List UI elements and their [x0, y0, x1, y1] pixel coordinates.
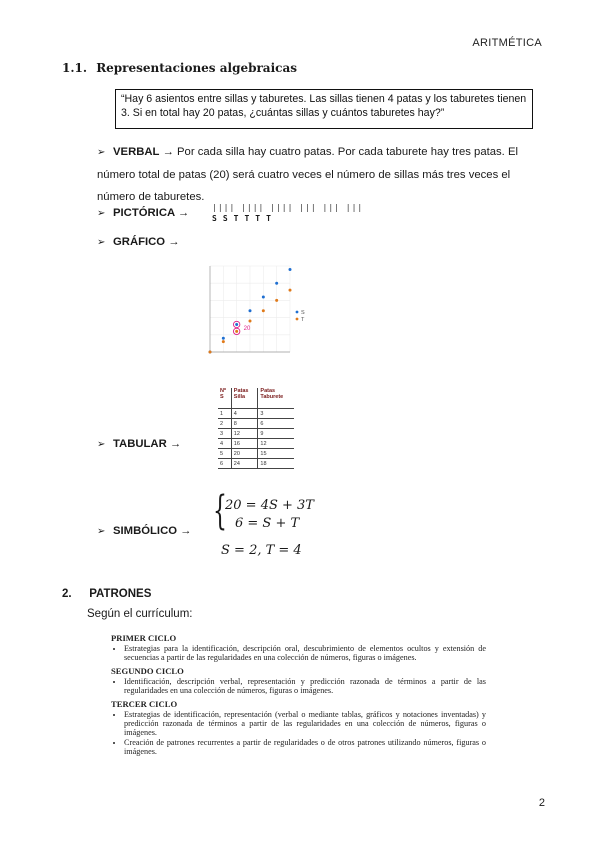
- equation-1: 20 = 4S + 3T: [225, 498, 314, 513]
- list-item: • Creación de patrones recurrentes a partir de regularidades o de otros patrones utilizando números, figuras o imágenes.: [124, 738, 486, 757]
- tally-marks: |||| |||| |||| ||| ||| |||: [212, 203, 364, 212]
- table-header-cell: Patas Taburete: [258, 388, 294, 409]
- table-cell: 6: [218, 459, 231, 469]
- verbal-text: → Por cada silla hay cuatro patas. Por cada taburete hay tres patas. El número total de patas (20) será cuatro veces el número de sillas más tres veces el número de taburetes.: [97, 146, 519, 203]
- equation-2: 6 = S + T: [235, 516, 300, 531]
- section-2-intro: Según el currículum:: [87, 608, 193, 620]
- arrow-bullet-icon: ➢: [97, 147, 106, 158]
- table-header-cell: Nº S: [218, 388, 231, 409]
- cycle-list: [111, 644, 486, 663]
- table-row: [218, 419, 294, 429]
- chart-legend-label: T: [301, 317, 305, 323]
- table-cell: 8: [231, 419, 258, 429]
- simbolico-arrow: →: [177, 525, 192, 537]
- table-cell: 5: [218, 449, 231, 459]
- scatter-chart: [198, 260, 318, 364]
- chart-legend-label: S: [301, 310, 305, 316]
- bullet-pictorica: [97, 207, 189, 219]
- simbolico-label: SIMBÓLICO: [113, 525, 178, 537]
- chart-point-t: [249, 320, 252, 323]
- table-cell: 3: [218, 429, 231, 439]
- arrow-bullet-icon: ➢: [97, 526, 106, 537]
- table-cell: 15: [258, 449, 294, 459]
- table-row: [218, 459, 294, 469]
- values-table-container: [218, 388, 296, 469]
- chart-point-t: [262, 309, 265, 312]
- chart-point-s: [275, 282, 278, 285]
- table-cell: 20: [231, 449, 258, 459]
- curriculum-excerpt: [111, 633, 486, 760]
- table-header-row: [218, 388, 294, 409]
- table-cell: 4: [218, 439, 231, 449]
- table-row: [218, 429, 294, 439]
- section-2-heading: [62, 588, 151, 600]
- problem-statement: “Hay 6 asientos entre sillas y taburetes. Las sillas tienen 4 patas y los taburetes tienen 3. Si en total hay 20 patas, ¿cuántas sillas y cuántos taburetes hay?”: [115, 89, 533, 129]
- chart-point-s: [235, 323, 238, 326]
- bullet-verbal: [97, 141, 545, 208]
- bullet-tabular: [97, 438, 181, 450]
- chart-point-s: [249, 309, 252, 312]
- arrow-bullet-icon: ➢: [97, 237, 106, 248]
- tally-letters: SSTTTT: [212, 214, 277, 223]
- table-cell: 12: [258, 439, 294, 449]
- chart-point-s: [289, 268, 292, 271]
- table-cell: 1: [218, 409, 231, 419]
- chart-point-s: [222, 337, 225, 340]
- cycle-list: [111, 677, 486, 696]
- values-table: [218, 388, 294, 469]
- section-2-title: PATRONES: [89, 588, 152, 600]
- cycle-list: [111, 710, 486, 757]
- list-item: • Estrategias para la identificación, descripción oral, descubrimiento de elementos ocultos y extensión de secuencias a partir de las regularidades en una colección de números, figuras o imágenes.: [124, 644, 486, 663]
- chart-point-t: [222, 340, 225, 343]
- chart-highlight-label: 20: [243, 325, 251, 332]
- section-title: Representaciones algebraicas: [96, 61, 297, 75]
- chart-legend-marker: [296, 311, 299, 314]
- chart-point-t: [275, 299, 278, 302]
- table-cell: 9: [258, 429, 294, 439]
- running-header: ARITMÉTICA: [472, 37, 542, 49]
- table-row: [218, 409, 294, 419]
- list-item: • Identificación, descripción verbal, representación y predicción razonada de términos a partir de las regularidades en una colección de números, figuras o imágenes.: [124, 677, 486, 696]
- grafico-label: GRÁFICO: [113, 236, 166, 248]
- page-number: 2: [538, 797, 545, 809]
- table-cell: 24: [231, 459, 258, 469]
- chart-point-s: [262, 295, 265, 298]
- section-2-number: 2.: [62, 588, 72, 600]
- table-cell: 16: [231, 439, 258, 449]
- verbal-label: VERBAL: [113, 146, 160, 158]
- table-cell: 3: [258, 409, 294, 419]
- list-item: • Estrategias de identificación, representación (verbal o mediante tablas, gráficos y notaciones inventadas) y predicción razonada de términos a partir de las regularidades en una colección de números, figuras o imágenes.: [124, 710, 486, 738]
- table-header-cell: Patas Silla: [231, 388, 258, 409]
- chart-point-t: [289, 289, 292, 292]
- table-cell: 2: [218, 419, 231, 429]
- table-cell: 12: [231, 429, 258, 439]
- chart-point-t: [209, 351, 212, 354]
- table-cell: 4: [231, 409, 258, 419]
- cycle-heading: SEGUNDO CICLO: [111, 665, 184, 676]
- table-row: [218, 449, 294, 459]
- arrow-bullet-icon: ➢: [97, 439, 106, 450]
- pictorial-representation: [212, 203, 363, 223]
- section-heading: [62, 61, 297, 75]
- chart-point-t: [235, 330, 238, 333]
- tabular-label: TABULAR: [113, 438, 167, 450]
- chart-legend-marker: [296, 318, 299, 321]
- cycle-heading: PRIMER CICLO: [111, 633, 177, 643]
- section-number: 1.1.: [62, 61, 88, 75]
- grafico-arrow: →: [165, 236, 180, 248]
- table-cell: 6: [258, 419, 294, 429]
- tabular-arrow: →: [166, 438, 182, 450]
- bullet-grafico: [97, 236, 180, 248]
- bullet-simbolico: [97, 525, 191, 537]
- arrow-bullet-icon: ➢: [97, 208, 106, 219]
- solution: S = 2, T = 4: [221, 543, 302, 558]
- pictorica-label: PICTÓRICA: [113, 207, 175, 219]
- cycle-heading: TERCER CICLO: [111, 698, 178, 709]
- table-row: [218, 439, 294, 449]
- pictorica-arrow: →: [174, 207, 190, 219]
- curly-brace-icon: {: [213, 488, 227, 534]
- table-cell: 18: [258, 459, 294, 469]
